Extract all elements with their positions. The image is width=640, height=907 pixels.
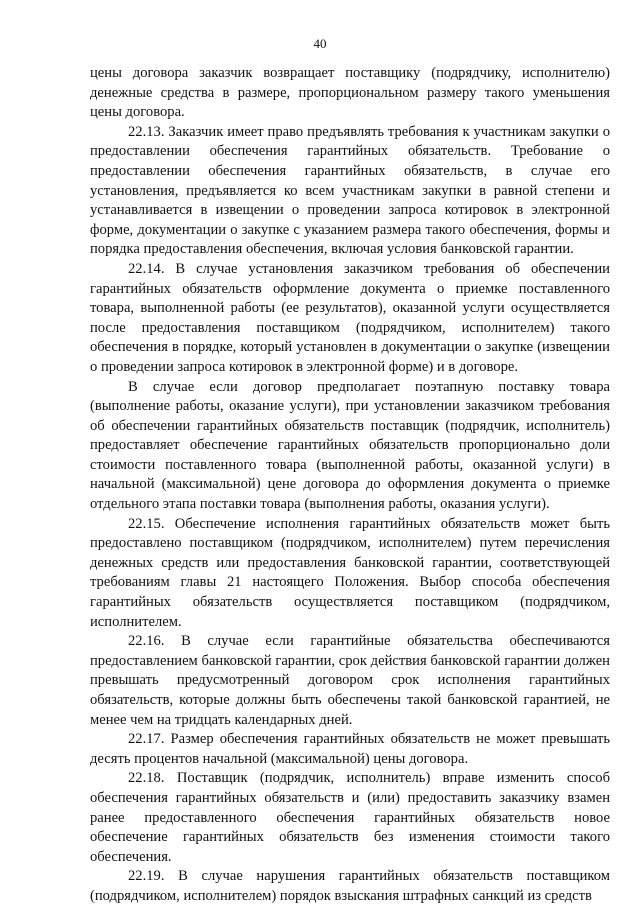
document-body bbox=[90, 64, 610, 907]
paragraph-22-14: 22.14. В случае установления заказчиком требования об обеспечении гарантийных обязательств оформление документа о приемке поставленного товара, выполненной работы (ее результатов), оказанной услуги осуществляется после предоставления поставщиком (подрядчиком, исполнителем) такого обеспечения в порядке, который установлен в документации о закупке (извещении о проведении запроса котировок в электронной форме) и в договоре. bbox=[90, 260, 610, 375]
paragraph-22-15: 22.15. Обеспечение исполнения гарантийных обязательств может быть предоставлено поставщиком (подрядчиком, исполнителем) путем перечисления денежных средств или предоставления банковской гарантии, соответствующей требованиям главы 21 настоящего Положения. Выбор способа обеспечения гарантийных обязательств осуществляется поставщиком (подрядчиком, исполнителем. bbox=[90, 515, 610, 630]
paragraph-22-17: 22.17. Размер обеспечения гарантийных обязательств не может превышать десять процентов начальной (максимальной) цены договора. bbox=[90, 731, 610, 767]
paragraph-22-14-staged: В случае если договор предполагает поэтапную поставку товара (выполнение работы, оказание услуги), при установлении заказчиком требования об обеспечении гарантийных обязательств поставщик (подрядчик, исполнитель) предоставляет обеспечение гарантийных обязательств пропорционально доли стоимости поставленного товара (выполненной работы, оказанной услуги) в начальной (максимальной) цене договора до оформления документа о приемке отдельного этапа поставки товара (выполнения работы, оказания услуги). bbox=[90, 378, 610, 513]
paragraph-22-13: 22.13. Заказчик имеет право предъявлять требования к участникам закупки о предоставлении обеспечения гарантийных обязательств. Требование о предоставлении обеспечения гарантийных обязательств, в случае его установления, предъявляется ко всем участникам закупки в равной степени и устанавливается в извещении о проведении запроса котировок в электронной форме, документации о закупке с указанием размера такого обеспечения, формы и порядка предоставления обеспечения, включая условия банковской гарантии. bbox=[90, 123, 610, 258]
paragraph-22-16: 22.16. В случае если гарантийные обязательства обеспечиваются предоставлением банковской гарантии, срок действия банковской гарантии должен превышать предусмотренный договором срок исполнения гарантийных обязательств, которые должны быть обеспечены такой банковской гарантией, не менее чем на тридцать календарных дней. bbox=[90, 633, 610, 728]
paragraph-22-18: 22.18. Поставщик (подрядчик, исполнитель) вправе изменить способ обеспечения гарантийных обязательств и (или) предоставить заказчику взамен ранее предоставленного обеспечения гарантийных обязательств новое обеспечение гарантийных обязательств без изменения стоимости такого обеспечения. bbox=[90, 770, 610, 865]
paragraph-continuation: цены договора заказчик возвращает поставщику (подрядчику, исполнителю) денежные средства в размере, пропорциональном размеру такого уменьшения цены договора. bbox=[90, 65, 610, 121]
paragraph-22-19: 22.19. В случае нарушения гарантийных обязательств поставщиком (подрядчиком, исполнителем) порядок взыскания штрафных санкций из средств bbox=[90, 868, 610, 904]
page-number: 40 bbox=[313, 36, 327, 51]
